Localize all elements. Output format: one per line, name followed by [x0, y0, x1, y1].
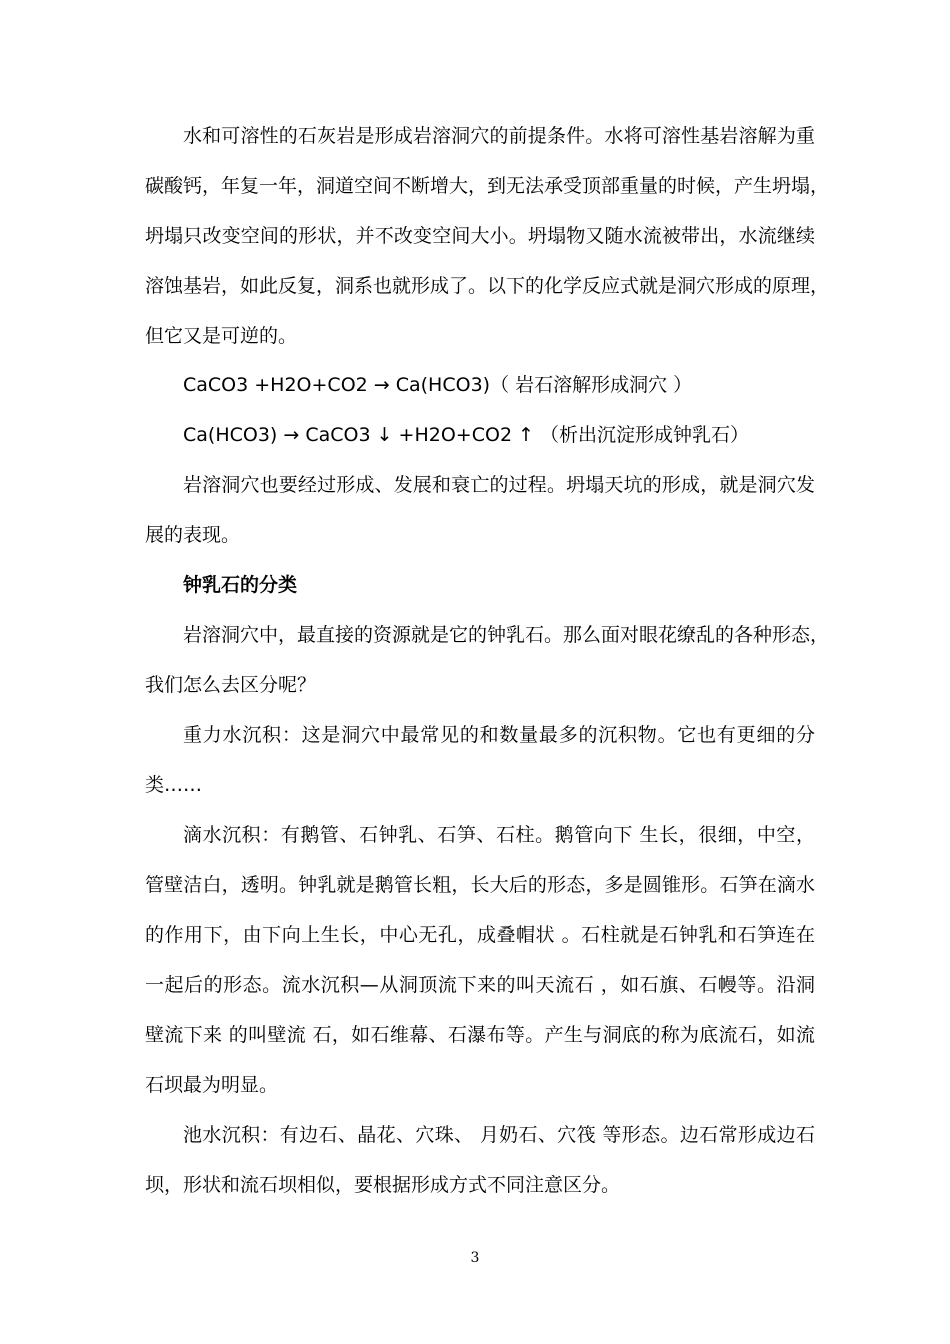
- paragraph-line: 重力水沉积：这是洞穴中最常见的和数量最多的沉积物。它也有更细的分: [183, 724, 815, 746]
- paragraph-line: 溶蚀基岩，如此反复，洞系也就形成了。以下的化学反应式就是洞穴形成的原理，: [145, 275, 830, 297]
- paragraph-line: 坝，形状和流石坝相似，要根据形成方式不同注意区分。: [145, 1174, 621, 1196]
- paragraph-line: 但它又是可逆的。: [145, 325, 298, 347]
- paragraph-line: 碳酸钙，年复一年，洞道空间不断增大，到无法承受顶部重量的时候，产生坍塌，: [145, 175, 830, 197]
- paragraph-line: 展的表现。: [145, 524, 241, 546]
- paragraph-line: 管壁洁白，透明。钟乳就是鹅管长粗，长大后的形态，多是圆锥形。石笋在滴水: [145, 874, 815, 896]
- paragraph-line: 坍塌只改变空间的形状，并不改变空间大小。坍塌物又随水流被带出，水流继续: [145, 225, 815, 247]
- paragraph-line: 石坝最为明显。: [145, 1074, 279, 1096]
- paragraph-line: 类……: [145, 774, 203, 796]
- paragraph-line: 我们怎么去区分呢？: [145, 674, 317, 696]
- paragraph-line: 滴水沉积：有鹅管、石钟乳、石笋、石柱。鹅管向下 生长，很细，中空，: [183, 824, 815, 846]
- paragraph-line: 水和可溶性的石灰岩是形成岩溶洞穴的前提条件。水将可溶性基岩溶解为重: [183, 125, 815, 147]
- paragraph-line: 岩溶洞穴也要经过形成、发展和衰亡的过程。坍塌天坑的形成，就是洞穴发: [183, 474, 815, 496]
- chemical-equation: Ca(HCO3) → CaCO3 ↓ +H2O+CO2 ↑ （析出沉淀形成钟乳石）: [183, 424, 750, 446]
- page-number: 3: [470, 1250, 480, 1266]
- paragraph-line: 的作用下，由下向上生长，中心无孔，成叠帽状 。石柱就是石钟乳和石笋连在: [145, 924, 815, 946]
- paragraph-line: 岩溶洞穴中，最直接的资源就是它的钟乳石。那么面对眼花缭乱的各种形态，: [183, 624, 830, 646]
- paragraph-line: 一起后的形态。流水沉积—从洞顶流下来的叫天流石 ，如石旗、石幔等。沿洞: [145, 974, 815, 996]
- paragraph-line: 池水沉积：有边石、晶花、穴珠、 月奶石、穴筏 等形态。边石常形成边石: [183, 1124, 815, 1146]
- chemical-equation: CaCO3 +H2O+CO2 → Ca(HCO3)（ 岩石溶解形成洞穴 ）: [183, 374, 693, 396]
- section-heading: 钟乳石的分类: [183, 574, 298, 596]
- paragraph-line: 壁流下来 的叫壁流 石，如石维幕、石瀑布等。产生与洞底的称为底流石，如流: [145, 1024, 815, 1046]
